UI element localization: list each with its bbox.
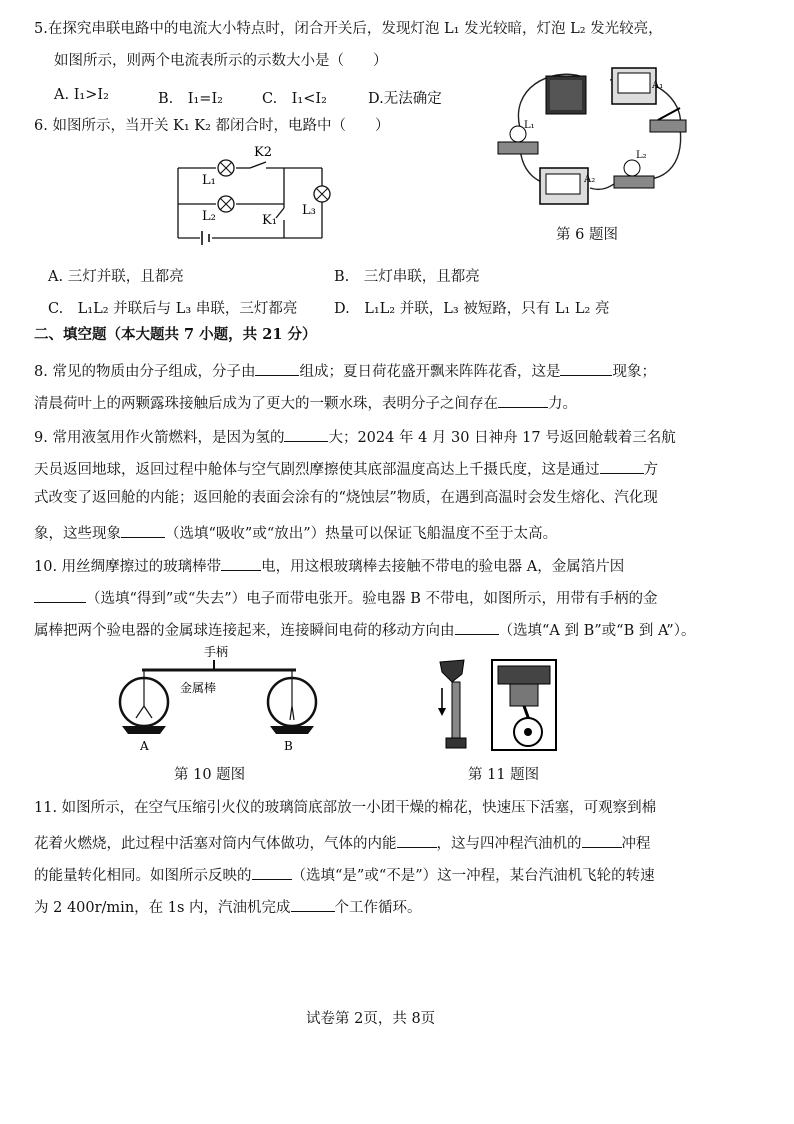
q10-fig-rod-label: 金属棒 — [180, 681, 217, 695]
q11-figure-caption: 第 11 题图 — [468, 767, 540, 783]
q6-apparatus-figure — [490, 58, 700, 216]
q11-blank-1[interactable] — [397, 833, 437, 848]
q9-text-1: 9. 常用液氢用作火箭燃料，是因为氢的 — [34, 430, 285, 446]
q11-text-4: 冲程 — [621, 836, 651, 852]
q6-circuit-diagram — [172, 142, 352, 246]
q5-option-d: D.无法确定 — [368, 91, 442, 107]
q10-text-2: 电，用这根玻璃棒去接触不带电的验电器 A，金属箔片因 — [261, 559, 625, 575]
q9-blank-3[interactable] — [121, 523, 165, 538]
q5-option-a: A. I₁>I₂ — [54, 87, 109, 103]
q8-text-4: 清晨荷叶上的两颗露珠接触后成为了更大的一颗水珠，表明分子之间存在 — [34, 396, 498, 412]
q8-blank-3[interactable] — [498, 393, 548, 408]
q6-option-a: A. 三灯并联，且都亮 — [48, 269, 184, 285]
q9-text-7: （选填“吸收”或“放出”）热量可以保证飞船温度不至于太高。 — [165, 526, 558, 542]
q6-option-b: B. 三灯串联，且都亮 — [334, 269, 480, 285]
q6-label-l2: L₂ — [202, 209, 216, 224]
q9-line3: 式改变了返回舱的内能；返回舱的表面会涂有的“烧蚀层”物质，在遇到高温时会发生熔化、汽化现 — [34, 490, 658, 506]
q5-line1: 5.在探究串联电路中的电流大小特点时，闭合开关后，发现灯泡 L₁ 发光较暗，灯泡 L₂ 发光较亮， — [34, 21, 663, 37]
q8-line2 — [34, 393, 577, 412]
q6-option-c: C. L₁L₂ 并联后与 L₃ 串联，三灯都亮 — [48, 301, 298, 317]
q11-line4 — [34, 897, 422, 916]
q6-photo-l2: L₂ — [636, 150, 647, 161]
page-footer: 试卷第 2页，共 8页 — [306, 1011, 436, 1027]
q10-blank-3[interactable] — [455, 620, 499, 635]
q5-option-b: B. I₁=I₂ — [158, 91, 223, 107]
q6-label-k2: K2 — [254, 145, 272, 160]
q11-text-8: 个工作循环。 — [334, 900, 422, 916]
q11-text-7: 为 2 400r/min，在 1s 内，汽油机完成 — [34, 900, 291, 916]
q8-text-1: 8. 常见的物质由分子组成，分子由 — [34, 364, 256, 380]
q9-text-3: 天员返回地球，返回过程中舱体与空气剧烈摩擦使其底部温度高达上千摄氏度，这是通过 — [34, 462, 600, 478]
q10-electroscope-figure — [100, 644, 330, 756]
q6-stem: 6. 如图所示，当开关 K₁ K₂ 都闭合时，电路中（ ） — [34, 118, 390, 134]
q10-text-4: 属棒把两个验电器的金属球连接起来，连接瞬间电荷的移动方向由 — [34, 623, 455, 639]
q6-figure-caption: 第 6 题图 — [556, 227, 618, 243]
q11-blank-4[interactable] — [291, 897, 335, 912]
section-2-heading: 二、填空题（本大题共 7 小题，共 21 分） — [34, 326, 317, 343]
q10-fig-label-a: A — [140, 739, 149, 753]
q10-figure-caption: 第 10 题图 — [174, 767, 246, 783]
q10-blank-2[interactable] — [34, 588, 86, 603]
q9-text-2: 大；2024 年 4 月 30 日神舟 17 号返回舱载着三名航 — [328, 430, 676, 446]
q11-line3 — [34, 865, 655, 884]
q10-line2 — [34, 588, 658, 607]
q6-label-l1: L₁ — [202, 173, 216, 188]
q11-engine-figure — [432, 654, 572, 758]
q9-line4 — [34, 523, 557, 542]
q5-option-c: C. I₁<I₂ — [262, 91, 327, 107]
q10-line1 — [34, 556, 624, 575]
q11-blank-2[interactable] — [582, 833, 622, 848]
q11-text-5: 的能量转化相同。如图所示反映的 — [34, 868, 252, 884]
q11-text-6: （选填“是”或“不是”）这一冲程，某台汽油机飞轮的转速 — [291, 868, 655, 884]
q8-blank-1[interactable] — [255, 361, 299, 376]
q8-text-2: 组成；夏日荷花盛开飘来阵阵花香，这是 — [299, 364, 561, 380]
q11-line2 — [34, 833, 651, 852]
q10-blank-1[interactable] — [221, 556, 261, 571]
q9-blank-1[interactable] — [284, 427, 328, 442]
q11-blank-3[interactable] — [252, 865, 292, 880]
q11-line1: 11. 如图所示，在空气压缩引火仪的玻璃筒底部放一小团干燥的棉花，快速压下活塞，可观察到棉 — [34, 800, 657, 816]
q8-blank-2[interactable] — [560, 361, 612, 376]
q6-label-k1: K₁ — [262, 213, 277, 228]
q6-photo-a1: A₁ — [652, 80, 664, 91]
q8-text-3: 现象； — [612, 364, 656, 380]
q10-line3 — [34, 620, 695, 639]
q9-text-4: 方 — [643, 462, 658, 478]
q10-fig-label-b: B — [284, 739, 293, 753]
q10-fig-handle-label: 手柄 — [204, 645, 229, 659]
q10-text-3: （选填“得到”或“失去”）电子而带电张开。验电器 B 不带电，如图所示，用带有手柄的金 — [86, 591, 658, 607]
q9-line1 — [34, 427, 676, 446]
q11-text-3: ，这与四冲程汽油机的 — [436, 836, 582, 852]
q6-label-l3: L₃ — [302, 203, 316, 218]
q9-text-6: 象，这些现象 — [34, 526, 121, 542]
q10-text-5: （选填“A 到 B”或“B 到 A”）。 — [498, 623, 696, 639]
q9-line2 — [34, 459, 658, 478]
q10-text-1: 10. 用丝绸摩擦过的玻璃棒带 — [34, 559, 222, 575]
q11-text-2: 花着火燃烧，此过程中活塞对筒内气体做功，气体的内能 — [34, 836, 397, 852]
q6-option-d: D. L₁L₂ 并联，L₃ 被短路，只有 L₁ L₂ 亮 — [334, 301, 610, 317]
q6-photo-a2: A₂ — [584, 174, 596, 185]
q9-blank-2[interactable] — [600, 459, 644, 474]
q6-photo-l1: L₁ — [524, 120, 535, 131]
q5-line2: 如图所示，则两个电流表所示的示数大小是（ ） — [54, 53, 388, 69]
q8-line1 — [34, 361, 656, 380]
q8-text-5: 力。 — [548, 396, 577, 412]
